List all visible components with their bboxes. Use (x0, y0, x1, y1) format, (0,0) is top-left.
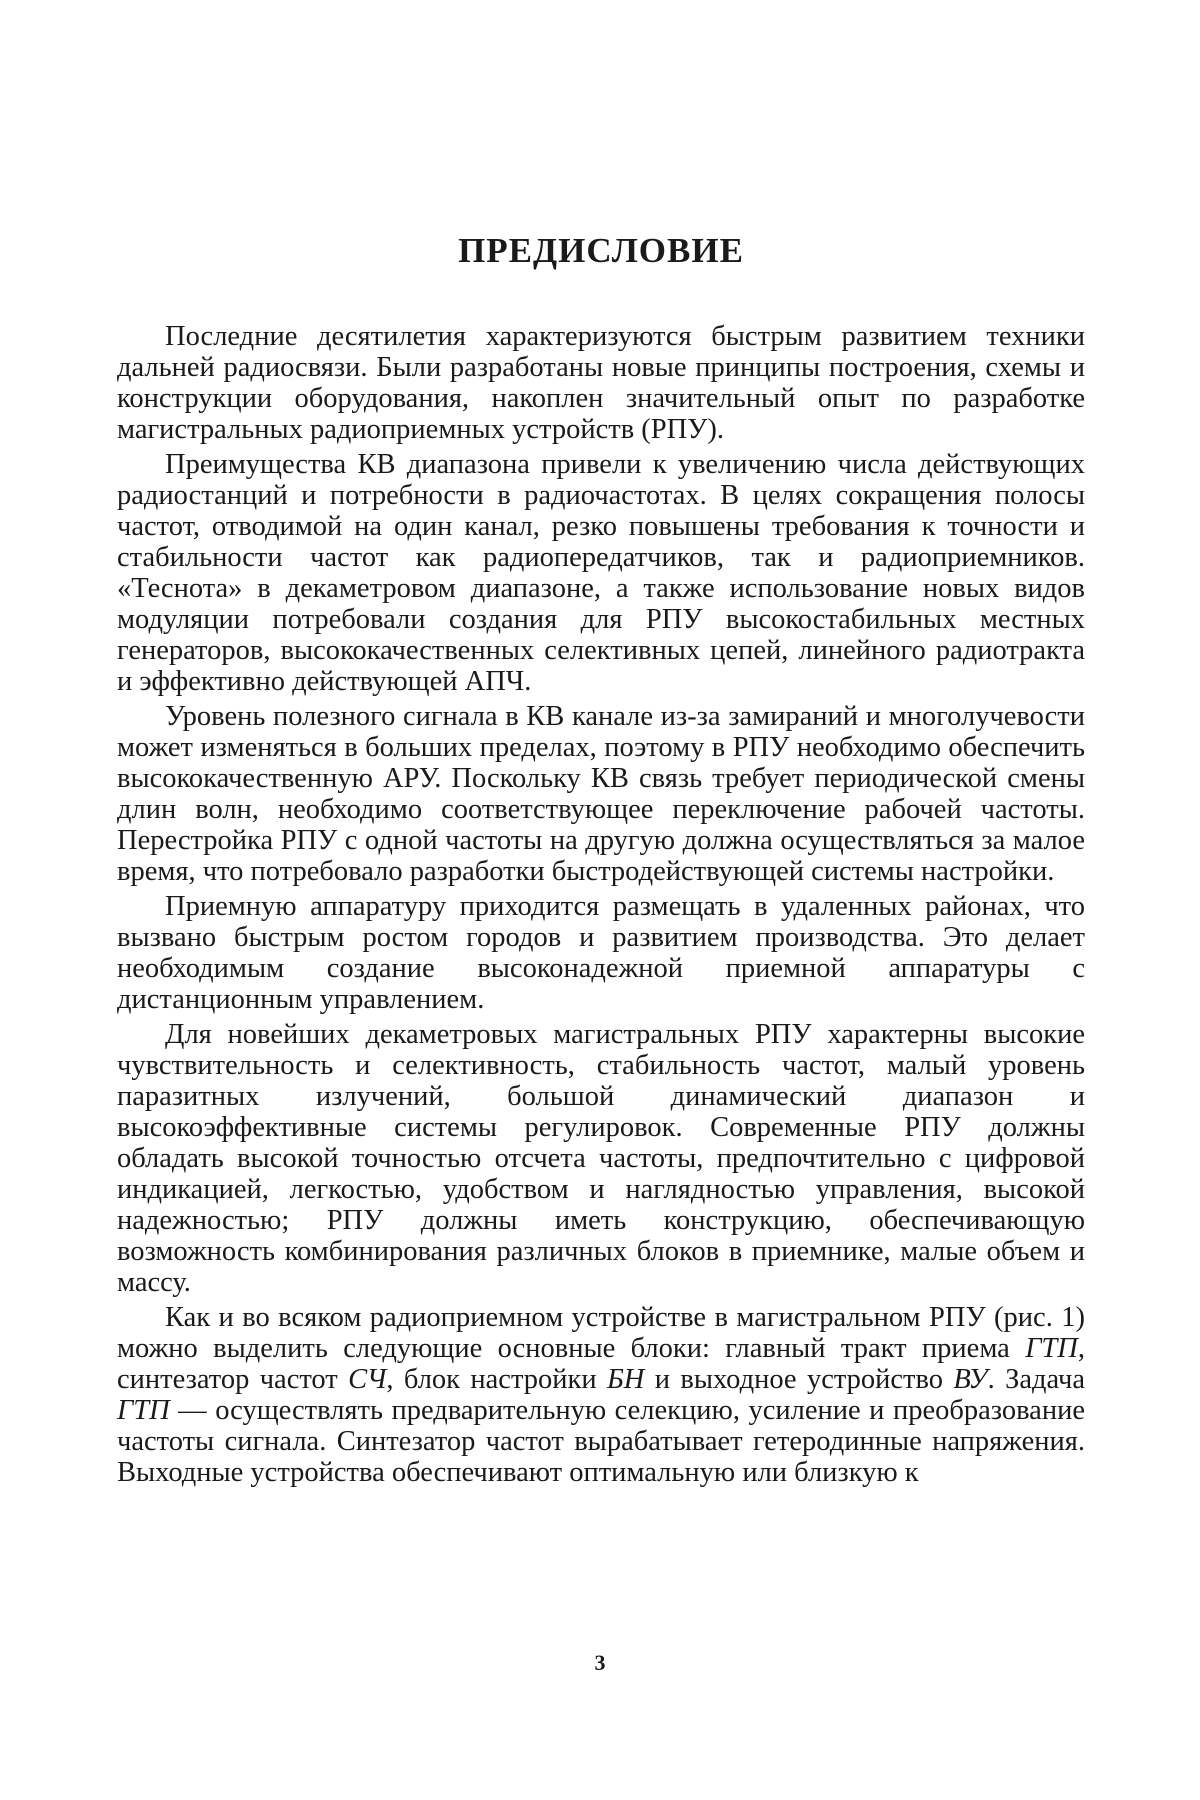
paragraph-6-text: , синтезатор частот (117, 1332, 1085, 1395)
page-title: ПРЕДИСЛОВИЕ (458, 231, 744, 270)
paragraph-1: Последние десятилетия характеризуются быстрым развитием техники дальней радиосвязи. Были разработаны новые принципы построения, схемы и конструкции оборудования, накоплен значительный опыт по разработке магистральных радиоприемных устройств (РПУ). (117, 320, 1085, 445)
paragraph-6 (117, 1302, 1085, 1488)
paragraph-2: Преимущества КВ диапазона привели к увеличению числа действующих радиостанций и потребности в радиочастотах. В целях сокращения полосы частот, отводимой на один канал, резко повышены требования к точности и стабильности частот как радиопередатчиков, так и радиоприемников. «Теснота» в декаметровом диапазоне, а также использование новых видов модуляции потребовали создания для РПУ высокостабильных местных генераторов, высококачественных селективных цепей, линейного радиотракта и эффективно действующей АПЧ. (117, 448, 1085, 697)
page-number: 3 (594, 1650, 606, 1675)
document-page (117, 232, 1085, 1492)
abbr-sch: СЧ (348, 1363, 387, 1395)
paragraph-6-text: , блок настройки (386, 1363, 607, 1395)
paragraph-5: Для новейших декаметровых магистральных РПУ характерны высокие чувствительность и селективность, стабильность частот, малый уровень паразитных излучений, большой динамический диапазон и высокоэффективные системы регулировок. Современные РПУ должны обладать высокой точностью отсчета частоты, предпочтительно с цифровой индикацией, легкостью, удобством и наглядностью управления, высокой надежностью; РПУ должны иметь конструкцию, обеспечивающую возможность комбинирования различных блоков в приемнике, малые объем и массу. (117, 1018, 1085, 1298)
abbr-gtp: ГТП (1025, 1332, 1078, 1364)
abbr-gtp: ГТП (117, 1394, 170, 1426)
abbr-bn: БН (606, 1363, 645, 1395)
paragraph-6-text: . Задача (987, 1363, 1085, 1395)
paragraph-4: Приемную аппаратуру приходится размещать в удаленных районах, что вызвано быстрым ростом городов и развитием производства. Это делает необходимым создание высоконадежной приемной аппаратуры с дистанционным управлением. (117, 890, 1085, 1015)
paragraph-6-text: и выходное устройство (644, 1363, 954, 1395)
paragraph-6-text: — осуществлять предварительную селекцию, усиление и преобразование частоты сигнала. Синтезатор частот вырабатывает гетеродинные напряжения. Выходные устройства обеспечивают оптимальную или близкую к (117, 1394, 1085, 1488)
abbr-vu: ВУ (953, 1363, 988, 1395)
paragraph-3: Уровень полезного сигнала в КВ канале из-за замираний и многолучевости может изменяться в больших пределах, поэтому в РПУ необходимо обеспечить высококачественную АРУ. Поскольку КВ связь требует периодической смены длин волн, необходимо соответствующее переключение рабочей частоты. Перестройка РПУ с одной частоты на другую должна осуществляться за малое время, что потребовало разработки быстродействующей системы настройки. (117, 700, 1085, 887)
paragraph-6-text: Как и во всяком радиоприемном устройстве в магистральном РПУ (рис. 1) можно выделить следующие основные блоки: главный тракт приема (117, 1301, 1085, 1364)
